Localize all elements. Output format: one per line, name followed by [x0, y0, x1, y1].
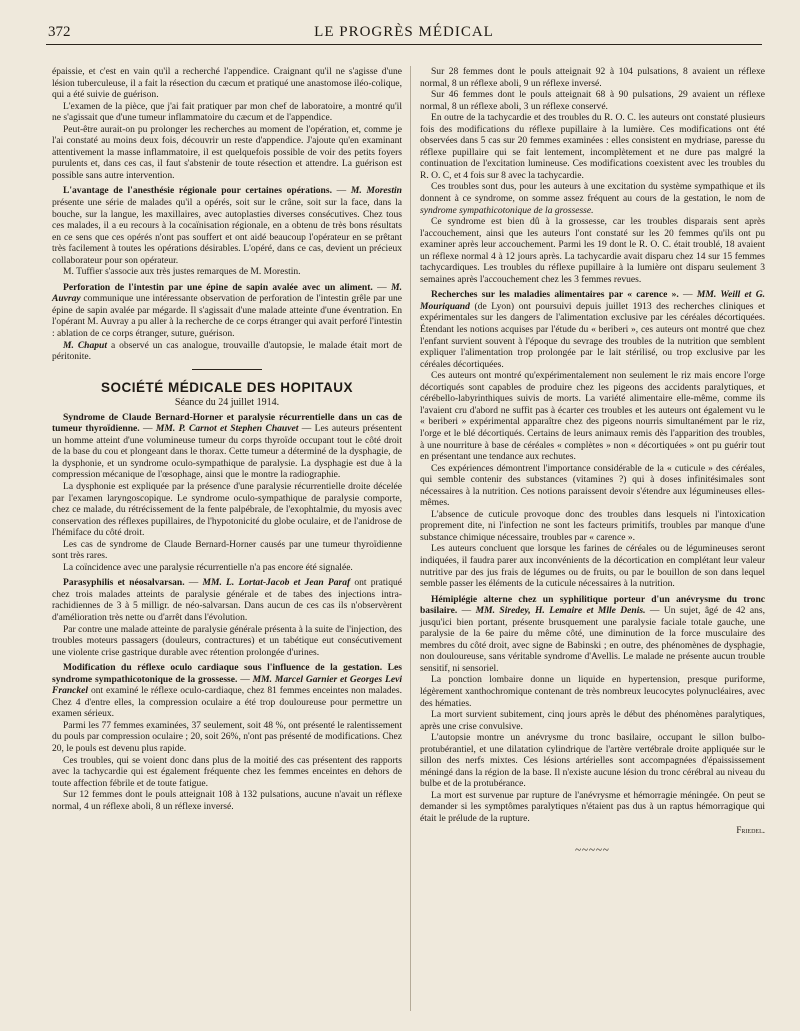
article-heading: Perforation de l'intestin par une épine de sapin avalée avec un aliment. [63, 281, 373, 293]
society-title: SOCIÉTÉ MÉDICALE DES HOPITAUX [100, 379, 354, 395]
paragraph: M. Chaput a observé un cas analogue, trouvaille d'autopsie, le malade était mort de péritonite. [52, 339, 402, 363]
paragraph: L'absence de cuticule provoque donc des troubles dans lesquels ni l'intoxication proprement dite, ni l'infection ne sont les facteurs primitifs, troubles par manque d'une substance chimique nécessaire, troubles par « carence ». [420, 508, 765, 543]
author-name: MM. P. Carnot et Stephen Chauvet [155, 423, 299, 435]
section-divider [192, 369, 262, 370]
author-name: M. Auvray [52, 281, 402, 305]
paragraph: Parmi les 77 femmes examinées, 37 seulement, soit 48 %, ont présenté le ralentissement du pouls par compression oculaire ; 20, soit 26%, n'ont pas présenté de modifications. Chez 20, le pouls est devenu plus rapide. [52, 719, 402, 754]
article-text: Un sujet, âgé de 42 ans, jusqu'ici bien portant, présente brusquement une paralysie faciale totale gauche, une paralysie de la 6e paire du même côté, une diminution de la force musculaire des membres du côté droit, avec signe de Babinski ; en outre, des phénomènes de dysphagie, non douloureuse, sans véritable syndrome d'Avellis. Le malade ne présente aucun trouble sensitif, ni sensoriel. [420, 605, 765, 674]
paragraph: Ces expériences démontrent l'importance considérable de la « cuticule » des céréales, qui semble contenir des substances (vitamines ?) qui à doses infinitésimales sont nécessaires à la nutrition. Ces notions paraissent devoir s'étendre aux légumineuses elles-mêmes. [420, 462, 765, 509]
author-name: MM. L. Lortat-Jacob et Jean Paraf [202, 577, 351, 589]
author-name: MM. Siredey, H. Lemaire et Mlle Denis. [475, 605, 646, 617]
paragraph: Ce syndrome est bien dû à la grossesse, car les troubles disparais sent après l'accouchement, ainsi que les auteurs l'ont constaté sur les 20 femmes qu'ils ont pu examiner après leur accouchement. Parmi les 19 dont le R. O. C. était troublé, 18 avaient un réflexe normal 4 à 12 jours après. La tachycardie avait disparu chez 14 sur 15 femmes tachycardiques. Les troubles du réflexe pupillaire à la lumière ont disparu seulement 3 semaines après l'accouchement chez les 3 femmes revues. [420, 216, 765, 285]
end-ornament: ~~~~~ [575, 844, 610, 857]
article-text: (de Lyon) ont poursuivi depuis juillet 1913 des recherches cliniques et expérimentales sur les dangers de l'alimentation exclusive par les céréales décortiquées. Étendant les notions acquises par l'étude du « beriberi », ces auteurs ont montré que chez l'enfant survient souvent à l'époque du sevrage des troubles de la nutrition que semblent expliquer l'alimentation trop prolongée par le lait stérilisé, ou trop exclusive par les céréales décortiquées. [420, 300, 765, 370]
article-heading: Parasyphilis et néosalvarsan. [63, 577, 185, 589]
paragraph: En outre de la tachycardie et des troubles du R. O. C. les auteurs ont constaté plusieurs fois des modifications du réflexe pupillaire à la lumière. Ces modifications ont été observées dans 5 cas sur 20 femmes examinées : elles consistent en mydriase, paresse du réflexe pupillaire qui se fait lentement, incomplètement et ne dure pas malgré la continuation de l'excitation lumineuse. Ces modifications coexistent avec les troubles du R. O. C, et 4 fois sur 8 avec la tachycardie. [420, 112, 765, 181]
author-signature: Friedel. [736, 824, 765, 835]
paragraph: Ces auteurs ont montré qu'expérimentalement non seulement le riz mais encore l'orge décortiqués sont capables de produire chez les pigeons des accidents paralytiques, et cérébello-labyrinthiques suivis de morts. La variété alimentaire elle-même, comme ils l'avaient cru d'abord ne suffit pas à écarter ces troubles et les auteurs ont également vu le « beriberi » expérimental apparaître chez des pigeons nourris simultanément par le riz, l'orge et le blé décortiqués. Certains de leurs animaux remis dès l'apparition des troubles, à une nourriture à base de céréales « complètes » non « décortiquées » ont pu guérir tout en présentant une tendance aux rechutes. [420, 370, 765, 463]
column-divider [410, 66, 411, 1011]
paragraph: La coïncidence avec une paralysie récurrentielle n'a pas encore été signalée. [63, 561, 353, 573]
article-oculo-cardiaque: Modification du réflexe oculo cardiaque sous l'influence de la gestation. Les syndrome sympathicotonique de la grossesse. — MM. Marcel Garnier et Georges Levi Franckel ont examiné le réflexe oculo-cardiaque, chez 81 femmes enceintes non malades. Chez 4 d'entre elles, la compression oculaire a été trop douloureuse pour permettre un examen sérieux. [52, 662, 402, 720]
paragraph: Les auteurs concluent que lorsque les farines de céréales ou de légumineuses seront indiquées, il faudra parer aux inconvénients de la décortication en complétant leur valeur nutritive par des jus frais de légumes ou de fruits, ou par le bouillon de son dans lequel semble passer les éléments de la cuticule nécessaires à la nutrition. [420, 543, 765, 590]
paragraph: La ponction lombaire donne un liquide en hypertension, presque puriforme, légèrement xanthochromique contenant de très nombreux leucocytes polynucléaires, avec des hématies. [420, 674, 765, 709]
syndrome-name: syndrome sympathicotonique de la grossesse. [420, 204, 594, 216]
session-date: Séance du 24 juillet 1914. [174, 396, 280, 408]
article-horner: Syndrome de Claude Bernard-Horner et paralysie récurrentielle dans un cas de tumeur thyroïdienne. — MM. P. Carnot et Stephen Chauvet — Les auteurs présentent un homme atteint d'une volumineuse tumeur du corps thyroïde occupant tout le côté droit de la base du cou et plongeant dans le thorax. Cette tumeur a déterminé de la dysphagie, de la dysphonie, et un syndrome oculo-sympathique de paralysie. La dysphagie est due à la compression mécanique de l'œsophage, ainsi que le montre la radiographie. [52, 411, 402, 481]
paragraph: Les cas de syndrome de Claude Bernard-Horner causés par une tumeur thyroïdienne sont très rares. [52, 538, 402, 562]
article-heading: Syndrome de Claude Bernard-Horner et paralysie récurrentielle dans un cas de tumeur thyroïdienne. [52, 411, 402, 435]
paragraph: épaissie, et c'est en vain qu'il a recherché l'appendice. Craignant qu'il ne s'agisse d'une lésion tuberculeuse, il a fait la résection du cæcum et pratiqué une anastomose iléo-colique, qui a été suivie de guérison. [52, 66, 402, 101]
paragraph: L'examen de la pièce, que j'ai fait pratiquer par mon chef de laboratoire, a montré qu'il ne s'agissait que d'une tumeur inflammatoire du cæcum et de l'appendice. [52, 100, 402, 124]
article-hemiplegie: Hémiplégie alterne chez un syphilitique porteur d'un anévrysme du tronc basilaire. — MM. Siredey, H. Lemaire et Mlle Denis. — Un sujet, âgé de 42 ans, jusqu'ici bien portant, présente brusquement une paralysie faciale totale gauche, une paralysie de la 6e paire du même côté, une diminution de la force musculaire des membres du côté droit, avec signe de Babinski ; en outre, des phénomènes de dysphagie, non douloureuse, sans véritable syndrome d'Avellis. Le malade ne présente aucun trouble sensitif, ni sensoriel. [420, 593, 765, 674]
author-name: MM. Marcel Garnier et Georges Levi Franckel [52, 673, 402, 697]
article-text: présente une série de malades qu'il a opérés, soit sur le crâne, soit sur la face, dans la bouche, sur la langue, les maxillaires, avec autoplasties diverses consécutives. Chez tous ces malades, il a eu recours à la cocaïnisation régionale, en a obtenu de très bons résultats en ce sens que ces opérés n'ont pas souffert et ont aidé beaucoup l'opérateur en se prêtant très facilement à toutes les opérations désirables. L'opéré, dans ce cas, devient un précieux collaborateur pour son opérateur. [52, 197, 402, 266]
paragraph: Sur 12 femmes dont le pouls atteignait 108 à 132 pulsations, aucune n'avait un réflexe normal, 4 un réflexe aboli, 8 un réflexe inversé. [52, 789, 402, 812]
paragraph: La mort est survenue par rupture de l'anévrysme et hémorragie méningée. On peut se demander si les symptômes paralytiques n'étaient pas dus à un raptus hémorragique qui était le prélude de la rupture. [420, 789, 765, 824]
paragraph: Peut-être aurait-on pu prolonger les recherches au moment de l'opération, et, comme je l'ai constaté au moins deux fois, découvrir un reste d'appendice. J'ajoute qu'en examinant attentivement la masse inflammatoire, il est quelquefois possible de voir des petits foyers purulents et, dans ces cas, il faut s'abstenir de toute résection et attendre. La guérison est possible sans autre intervention. [52, 123, 402, 181]
article-text: ont examiné le réflexe oculo-cardiaque, chez 81 femmes enceintes non malades. Chez 4 d'entre elles, la compression oculaire a été trop douloureuse pour permettre un examen sérieux. [52, 685, 402, 720]
running-title: LE PROGRÈS MÉDICAL [314, 24, 494, 40]
paragraph: M. Tuffier s'associe aux très justes remarques de M. Morestin. [63, 266, 301, 278]
author-name: M. Chaput [63, 339, 107, 351]
article-heading: L'avantage de l'anesthésie régionale pour certaines opérations. [63, 185, 332, 197]
paragraph: L'autopsie montre un anévrysme du tronc basilaire, occupant le sillon bulbo-protubérantiel, et une dilatation cylindrique de l'artère vertébrale droite appliquée sur le sillon des nerfs mixtes. Ces lésions artérielles sont accompagnées d'épaississement méningé dans la région de la base. Il n'existe aucune lésion du tronc cérébral au niveau du bulbe et de la protubérance. [420, 732, 765, 790]
article-parasyphilis: Parasyphilis et néosalvarsan. — MM. L. Lortat-Jacob et Jean Paraf ont pratiqué chez trois malades atteints de paralysie générale et de tabes des injections intra-rachidiennes de 3 à 5 milligr. de néo-salvarsan. Dans aucun de ces cas ils n'observèrent d'amélioration très nette ou d'arrêt dans l'évolution. [52, 577, 402, 623]
author-name: M. Morestin [350, 185, 402, 197]
article-text: Les auteurs présentent un homme atteint d'une volumineuse tumeur du corps thyroïde occupant tout le côté droit de la base du cou et plongeant dans le thorax. Cette tumeur a déterminé de la dysphagie, de la dysphonie, et un syndrome oculo-sympathique de paralysie. La dysphagie est due à la compression mécanique de l'œsophage, ainsi que le montre la radiographie. [52, 423, 402, 481]
left-column [52, 66, 402, 812]
article-text: ont pratiqué chez trois malades atteints de paralysie générale et de tabes des injections intra-rachidiennes de 3 à 5 milligr. de néo-salvarsan. Dans aucun de ces cas ils n'observèrent d'amélioration très nette ou d'arrêt dans l'évolution. [52, 577, 402, 623]
paragraph: Par contre une malade atteinte de paralysie générale présenta à la suite de l'injection, des troubles moteurs passagers (douleurs, contractures) et un tabétique eut consécutivement une violente crise gastrique durable avec rétention prolongée d'urines. [52, 623, 402, 658]
paragraph: Sur 28 femmes dont le pouls atteignait 92 à 104 pulsations, 8 avaient un réflexe normal, 8 un réflexe aboli, 9 un réflexe inversé. [420, 66, 765, 89]
article-heading: Hémiplégie alterne chez un syphilitique porteur d'un anévrysme du tronc basilaire. [420, 593, 765, 617]
author-name: MM. Weill et G. Mouriquand [420, 289, 765, 312]
article-perforation: Perforation de l'intestin par une épine de sapin avalée avec un aliment. — M. Auvray communique une intéressante observation de perforation de l'intestin grêle par une épine de sapin avalée par mégarde. Il s'agissait d'une malade atteinte d'une éventration. En l'opérant M. Auvray a pu aller à la recherche de ce corps étranger qui avait perforé l'intestin : ablation de ce corps étranger, suture, guérison. [52, 281, 402, 340]
right-column [420, 66, 765, 857]
page-header [46, 22, 762, 45]
article-text: communique une intéressante observation de perforation de l'intestin grêle par une épine de sapin avalée par mégarde. Il s'agissait d'une malade atteinte d'une éventration. En l'opérant M. Auvray a pu aller à la recherche de ce corps étranger qui avait perforé l'intestin : ablation de ce corps étranger, suture, guérison. [52, 293, 402, 340]
article-heading: Modification du réflexe oculo cardiaque sous l'influence de la gestation. Les syndrome sympathicotonique de la grossesse. [52, 662, 402, 685]
paragraph: Ces troubles sont dus, pour les auteurs à une excitation du système sympathique et ils donnent à ce syndrome, on somme assez fréquent au cours de la gestation, le nom de syndrome sympathicotonique de la grossesse. [420, 181, 765, 216]
article-heading: Recherches sur les maladies alimentaires par « carence ». [431, 289, 679, 301]
article-carence: Recherches sur les maladies alimentaires par « carence ». — MM. Weill et G. Mouriquand (de Lyon) ont poursuivi depuis juillet 1913 des recherches cliniques et expérimentales sur les dangers de l'alimentation exclusive par les céréales décortiquées. Étendant les notions acquises par l'étude du « beriberi », ces auteurs ont montré que chez l'enfant survient souvent à l'époque du sevrage des troubles de la nutrition que semblent expliquer l'alimentation trop prolongée par le lait stérilisé, ou trop exclusive par les céréales décortiquées. [420, 289, 765, 370]
paragraph: Ces troubles, qui se voient donc dans plus de la moitié des cas présentent des rapports avec la tachycardie qui est également fréquente chez les femmes enceintes en dehors de toute affection fébrile et de toute fatigue. [52, 754, 402, 789]
article-anesthesie: L'avantage de l'anesthésie régionale pour certaines opérations. — M. Morestin présente une série de malades qu'il a opérés, soit sur le crâne, soit sur la face, dans la bouche, sur la langue, les maxillaires, avec autoplasties diverses consécutives. Chez tous ces malades, il a eu recours à la cocaïnisation régionale, en a obtenu de très bons résultats en ce sens que ces opérés n'ont pas souffert et ont aidé beaucoup l'opérateur en se prêtant très facilement à toutes les opérations désirables. L'opéré, dans ce cas, devient un précieux collaborateur pour son opérateur. [52, 185, 402, 266]
paragraph: La mort survient subitement, cinq jours après le début des phénomènes paralytiques, après une crise convulsive. [420, 709, 765, 732]
paragraph: La dysphonie est expliquée par la présence d'une paralysie récurrentielle droite décelée par l'examen laryngoscopique. Le syndrome oculo-sympathique de paralysie comporte, chez ce malade, du rétrécissement de la fente palpébrale, de l'exophtalmie, du myosis avec conservation des réflexes pupillaires, de l'hypotonicité du globe oculaire, et de l'anidrose de l'hémiface du côté droit. [52, 480, 402, 539]
paragraph: Sur 46 femmes dont le pouls atteignait 68 à 90 pulsations, 29 avaient un réflexe normal, 8 un réflexe aboli, 3 un réflexe conservé. [420, 89, 765, 112]
page-number: 372 [48, 24, 71, 40]
